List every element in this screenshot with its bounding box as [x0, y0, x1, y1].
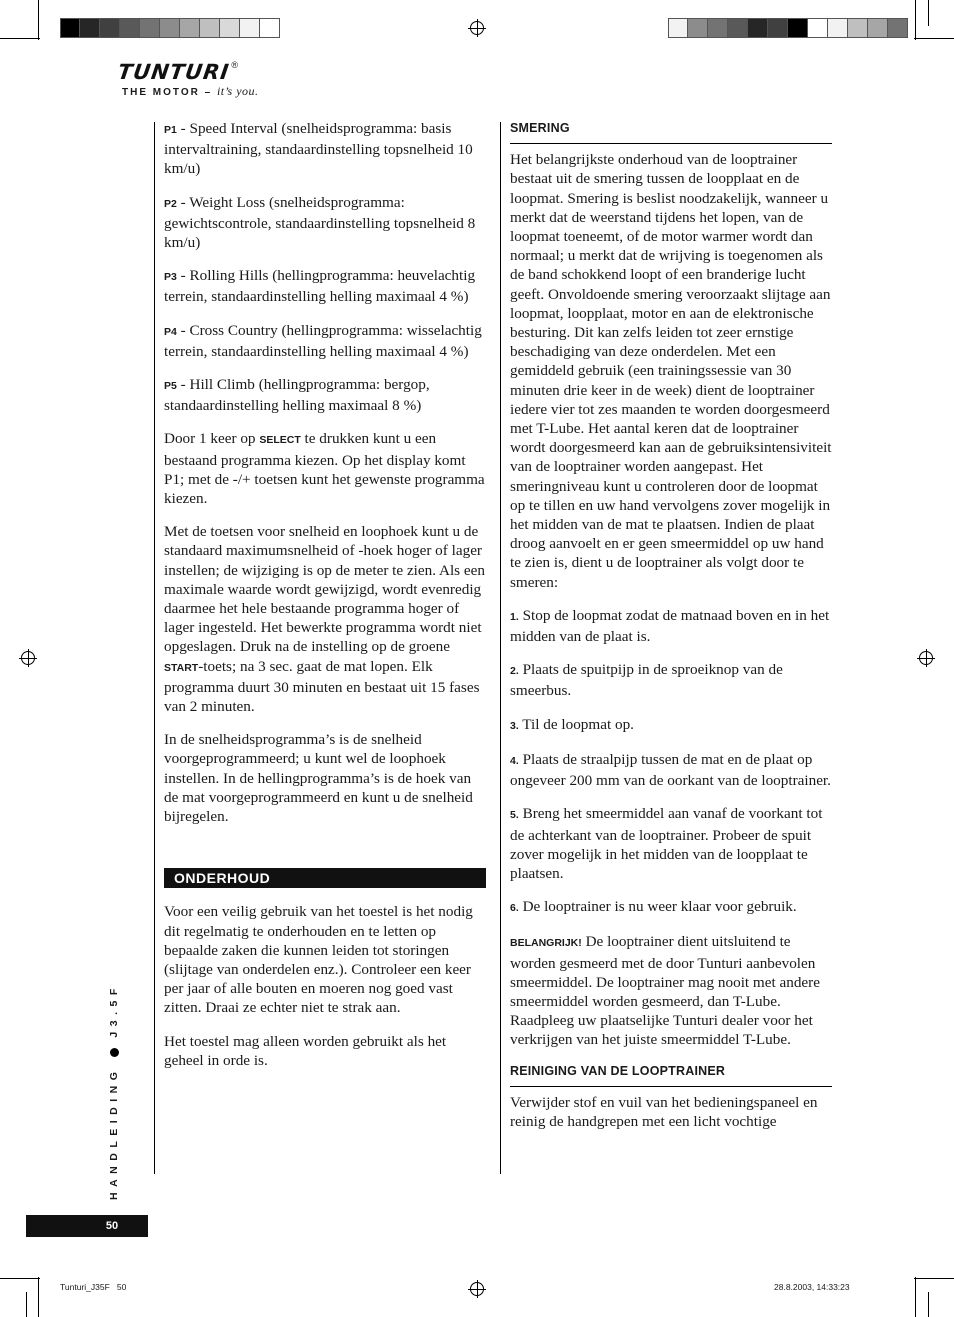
color-swatch	[888, 18, 908, 38]
lubrication-paragraph: Het belangrijkste onderhoud van de looptrainer bestaat uit de smering tussen de loopplaat en de loopmat. Smering is beslist noodzakelijk, wanneer u merkt dat de weerstand tijdens het lopen, van de loopmat toeneemt, of de motor warmer wordt dan normaal; u merkt dat de wrijving is toegenomen als de band schokkend loopt of een branderige lucht geeft. Onvoldoende smering veroorzaakt slijtage aan loopmat, loopplaat, motor en aan de elektronische besturing. Dit kan zelfs leiden tot zeer ernstige beschadiging van deze onderdelen. Met een gemiddeld gebruik (een trainingssessie van 30 minuten drie keer in de week) dient de looptrainer iedere vier tot zes maanden te worden doorgesmeerd met T-Lube. Het aantal keren dat de looptrainer wordt doorgesmeerd kan aan de gebruiksintensiviteit van de looptrainer worden aangepast. Het smeringniveau kunt u controleren door de loopmat op te tillen en uw hand vervolgens zover mogelijk in het midden van de mat te plaatsen. Indien de plaat droog aanvoelt en er geen smeermiddel op uw hand te zien is, dient u de looptrainer als volgt door te smeren:	[510, 151, 832, 591]
column-divider	[500, 122, 501, 1174]
cleaning-paragraph: Verwijder stof en vuil van het bedieningspaneel en reinig de handgrepen met een licht vochtige	[510, 1093, 818, 1130]
left-margin-line	[154, 122, 155, 1174]
step-item	[510, 897, 832, 918]
heading-smering: SMERING	[510, 119, 832, 144]
crop-mark	[914, 1278, 954, 1279]
footer-file-name: Tunturi_J35F 50	[60, 1282, 127, 1292]
registration-mark-icon	[919, 651, 933, 665]
bullet-dot-icon	[110, 1048, 119, 1057]
color-swatch	[768, 18, 788, 38]
step-text: Breng het smeermiddel aan vanaf de voorkant tot de achterkant van de looptrainer. Probeer de spuit zover mogelijk in het midden van de loopplaat te plaatsen.	[510, 805, 823, 882]
crop-mark	[928, 1292, 929, 1317]
program-text: - Cross Country (hellingprogramma: wisselachtig terrein, standaardinstelling helling maximaal 4 %)	[164, 321, 482, 360]
program-item	[164, 266, 486, 306]
program-text: - Speed Interval (snelheidsprogramma: basis intervaltraining, standaardinstelling topsnelheid 10 km/u)	[164, 120, 473, 178]
program-item	[164, 193, 486, 253]
program-item	[164, 375, 486, 415]
tagline-italic: it’s you.	[216, 84, 259, 98]
registered-mark: ®	[231, 60, 238, 70]
program-label: P5	[164, 380, 177, 393]
color-swatch	[240, 18, 260, 38]
select-paragraph	[164, 429, 486, 508]
section-title-onderhoud: ONDERHOUD	[164, 868, 486, 888]
step-number: 5.	[510, 809, 519, 822]
step-item	[510, 804, 832, 883]
program-label: P4	[164, 325, 177, 338]
color-swatch	[668, 18, 688, 38]
crop-mark	[38, 1277, 39, 1317]
color-swatch	[788, 18, 808, 38]
step-item	[510, 750, 832, 790]
crop-mark	[0, 1278, 40, 1279]
color-swatch-strip-right	[668, 18, 908, 38]
color-swatch	[200, 18, 220, 38]
registration-mark-icon	[21, 651, 35, 665]
logo-wordmark: TUNTURI	[116, 60, 232, 84]
crop-mark	[26, 1292, 27, 1317]
color-swatch	[60, 18, 80, 38]
registration-mark-icon	[470, 21, 484, 35]
step-number: 2.	[510, 665, 519, 678]
logo-tagline	[122, 84, 259, 99]
color-swatch	[80, 18, 100, 38]
color-swatch	[808, 18, 828, 38]
footer-timestamp: 28.8.2003, 14:33:23	[774, 1282, 850, 1292]
color-swatch	[708, 18, 728, 38]
important-label: BELANGRIJK!	[510, 937, 582, 950]
tagline-text: THE MOTOR –	[122, 87, 213, 98]
text: -toets; na 3 sec. gaat de mat lopen. Elk programma duurt 30 minuten en bestaat uit 15 fases van 2 minuten.	[164, 657, 480, 716]
program-label: P1	[164, 124, 177, 136]
program-item	[164, 119, 486, 179]
color-swatch	[260, 18, 280, 38]
color-swatch	[140, 18, 160, 38]
step-item	[510, 606, 832, 646]
program-text: - Hill Climb (hellingprogramma: bergop, standaardinstelling helling maximaal 8 %)	[164, 376, 430, 415]
step-text: Plaats de straalpijp tussen de mat en de plaat op ongeveer 200 mm van de oorkant van de looptrainer.	[510, 750, 831, 790]
step-item	[510, 715, 832, 736]
left-column	[164, 119, 486, 1084]
step-number: 6.	[510, 902, 519, 915]
side-label-text: HANDLEIDING	[108, 1066, 120, 1200]
step-text: Plaats de spuitpijp in de sproeiknop van de smeerbus.	[510, 661, 783, 700]
crop-mark	[928, 0, 929, 26]
important-paragraph	[510, 932, 832, 1049]
color-swatch	[728, 18, 748, 38]
text: te drukken kunt u een bestaand programma kiezen. Op het display komt P1; met de -/+ toetsen kunt het gewenste programma kiezen.	[164, 430, 485, 508]
crop-mark	[915, 0, 916, 40]
program-list	[164, 119, 486, 415]
program-label: P3	[164, 271, 177, 284]
crop-mark	[38, 0, 39, 40]
step-number: 4.	[510, 754, 519, 767]
color-swatch	[120, 18, 140, 38]
maintenance-paragraph-1: Voor een veilig gebruik van het toestel is het nodig dit regelmatig te onderhouden en te letten op bepaalde zaken die kunnen leiden tot storingen (slijtage van onderdelen enz.). Controleer een keer per jaar of alle bouten en moeren nog goed vast zitten. Draai ze echter niet te strak aan.	[164, 903, 473, 1017]
crop-mark	[0, 38, 40, 39]
registration-mark-icon	[470, 1282, 484, 1296]
text: Met de toetsen voor snelheid en loophoek kunt u de standaard maximumsnelheid of -hoek hoger of lager instellen; de wijziging is op de meter te zien. Als een maximale waarde wordt gewijzigd, wordt evenredig daarmee het hele bestaande programma hoger of lager ingesteld. Het bewerkte programma wordt niet opgeslagen. Druk na de instelling op de groene	[164, 523, 485, 656]
right-column	[510, 119, 832, 1145]
step-number: 3.	[510, 719, 519, 732]
step-text: Til de loopmat op.	[518, 715, 634, 733]
program-text: - Rolling Hills (hellingprogramma: heuvelachtig terrein, standaardinstelling helling maximaal 4 %)	[164, 267, 476, 306]
program-item	[164, 321, 486, 361]
color-swatch	[160, 18, 180, 38]
step-number: 1.	[510, 610, 519, 623]
color-swatch	[748, 18, 768, 38]
text: De looptrainer dient uitsluitend te worden gesmeerd met de door Tunturi aanbevolen smeermiddel. De looptrainer mag nooit met andere smeermiddel worden gesmeerd, dan T-Lube. Raadpleeg uw plaatselijke Tunturi dealer voor het verkrijgen van het juiste smeermiddel T-Lube.	[510, 933, 820, 1049]
speed-paragraph	[164, 522, 486, 716]
select-key-label: SELECT	[259, 434, 301, 447]
step-list	[510, 606, 832, 918]
color-swatch	[688, 18, 708, 38]
text: Door 1 keer op	[164, 430, 260, 448]
start-key-label: START	[164, 661, 199, 674]
color-swatch	[100, 18, 120, 38]
program-label: P2	[164, 197, 177, 210]
program-text: - Weight Loss (snelheidsprogramma: gewichtscontrole, standaardinstelling topsnelheid 8 km/u)	[164, 193, 476, 252]
crop-mark	[915, 1277, 916, 1317]
side-label	[108, 983, 120, 1200]
heading-reiniging: REINIGING VAN DE LOOPTRAINER	[510, 1062, 832, 1087]
tunturi-logo	[118, 60, 259, 99]
step-text: De looptrainer is nu weer klaar voor gebruik.	[518, 898, 797, 916]
color-swatch	[848, 18, 868, 38]
color-swatch	[828, 18, 848, 38]
color-swatch	[868, 18, 888, 38]
step-item	[510, 660, 832, 700]
color-swatch-strip-left	[60, 18, 280, 38]
crop-mark	[914, 38, 954, 39]
step-text: Stop de loopmat zodat de matnaad boven en in het midden van de plaat is.	[510, 606, 830, 646]
programs-paragraph: In de snelheidsprogramma’s is de snelheid voorgeprogrammeerd; u kunt wel de loophoek instellen. In de hellingprogramma’s is de hoek van de mat voorgeprogrammeerd en kunt u de snelheid bijregelen.	[164, 731, 473, 826]
color-swatch	[180, 18, 200, 38]
maintenance-paragraph-2: Het toestel mag alleen worden gebruikt als het geheel in orde is.	[164, 1032, 447, 1069]
page-number: 50	[26, 1215, 148, 1237]
color-swatch	[220, 18, 240, 38]
side-label-model: J3.5F	[108, 983, 120, 1038]
